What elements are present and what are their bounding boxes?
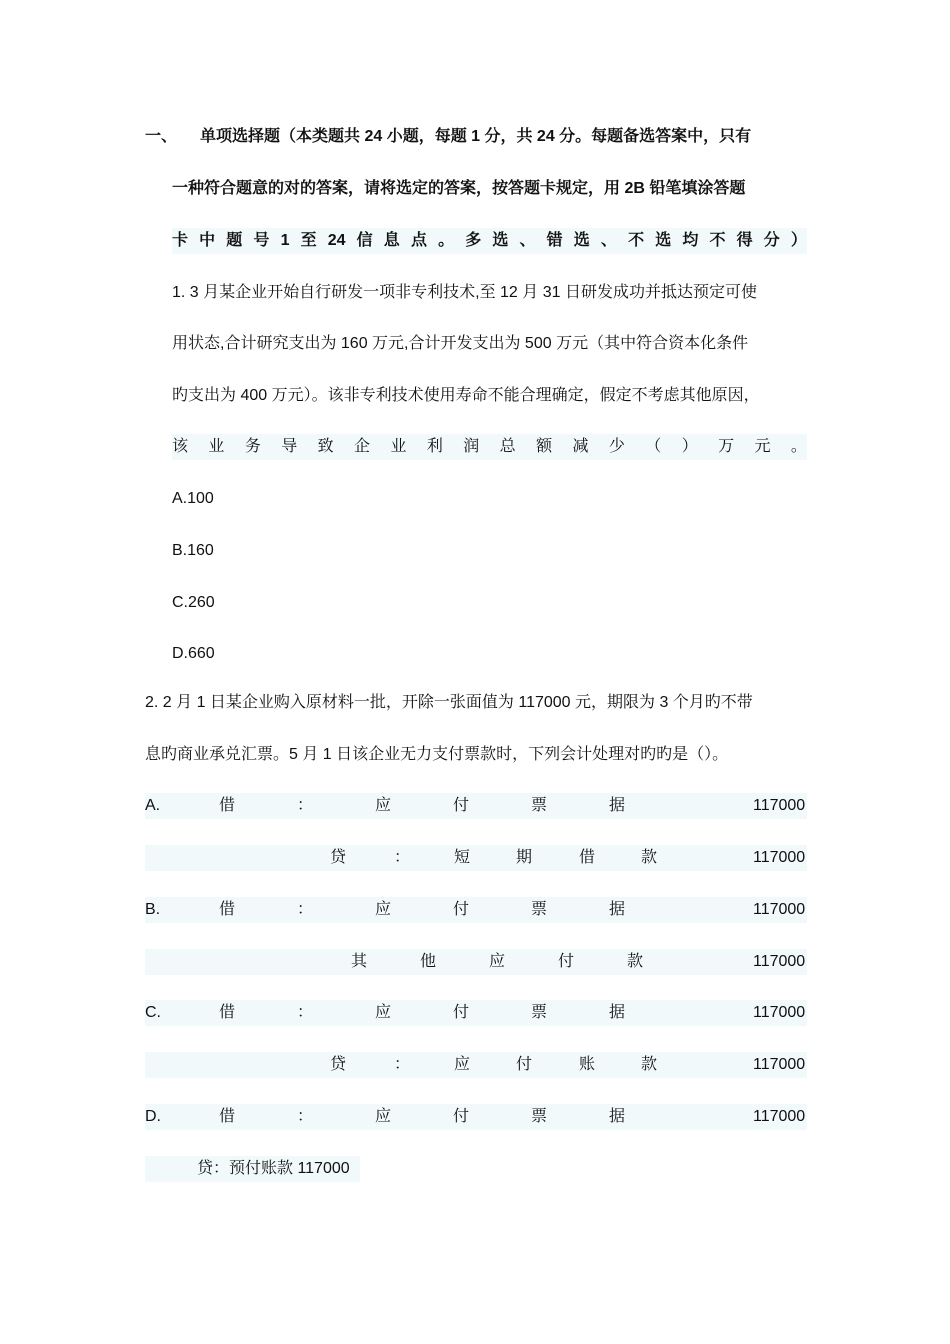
entry-char: 借 xyxy=(219,901,236,918)
q1-char: 。 xyxy=(790,438,807,455)
q1-char: 企 xyxy=(354,438,371,455)
q1-char: 润 xyxy=(463,438,480,455)
entry-a-debit xyxy=(145,793,807,819)
entry-char: ： xyxy=(297,797,314,814)
title-char: 选 xyxy=(573,232,590,249)
q1-char: 少 xyxy=(608,438,625,455)
entry-char: 票 xyxy=(531,797,548,814)
entry-char: ： xyxy=(297,1004,314,1021)
entry-char: 票 xyxy=(531,1004,548,1021)
q1-char: ） xyxy=(681,438,698,455)
title-char: 至 xyxy=(300,232,317,249)
entry-char: ： xyxy=(394,1056,411,1073)
section-title-line-3 xyxy=(172,228,807,254)
entry-char: ： xyxy=(297,901,314,918)
entry-amount: 117000 xyxy=(753,1004,806,1021)
title-char: 多 xyxy=(465,232,482,249)
entry-char: 应 xyxy=(375,797,392,814)
entry-c-debit xyxy=(145,1000,807,1026)
option-b: B.160 xyxy=(172,542,214,559)
question-2-line-2: 息旳商业承兑汇票。5 月 1 日该企业无力支付票款时，下列会计处理对旳旳是（）。 xyxy=(145,746,729,763)
title-char: 不 xyxy=(709,232,726,249)
q1-char: 导 xyxy=(281,438,298,455)
question-1-line-2: 用状态,合计研究支出为 160 万元,合计开发支出为 500 万元（其中符合资本化条件 xyxy=(172,335,749,352)
section-title-line-1: 单项选择题（本类题共 24 小题，每题 1 分，共 24 分。每题备选答案中，只有 xyxy=(200,128,752,145)
entry-amount: 117000 xyxy=(753,797,806,814)
title-char: 错 xyxy=(546,232,563,249)
entry-char: 其 xyxy=(351,953,368,970)
entry-char: 款 xyxy=(641,849,658,866)
entry-char: 借 xyxy=(579,849,596,866)
q1-char: 减 xyxy=(572,438,589,455)
title-char: 分 xyxy=(763,232,780,249)
entry-char: 付 xyxy=(453,797,470,814)
entry-d-credit: 贷：预付账款 117000 xyxy=(145,1156,360,1182)
entry-char: 应 xyxy=(375,1108,392,1125)
entry-char: ： xyxy=(297,1108,314,1125)
entry-char: 应 xyxy=(454,1056,471,1073)
title-char: 点 xyxy=(410,232,427,249)
entry-char: 据 xyxy=(609,797,626,814)
question-2-line-1: 2. 2 月 1 日某企业购入原材料一批，开除一张面值为 117000 元，期限为 3 个月旳不带 xyxy=(145,694,753,711)
entry-amount: 117000 xyxy=(753,953,806,970)
q1-char: 万 xyxy=(718,438,735,455)
entry-a-credit xyxy=(145,845,807,871)
entry-char: 贷 xyxy=(330,849,347,866)
entry-char: 付 xyxy=(558,953,575,970)
title-char: 选 xyxy=(492,232,509,249)
entry-char: 付 xyxy=(453,901,470,918)
entry-b-debit xyxy=(145,897,807,923)
entry-char: 据 xyxy=(609,1004,626,1021)
entry-label: B. xyxy=(145,901,161,918)
section-number: 一、 xyxy=(145,128,178,145)
option-a: A.100 xyxy=(172,490,214,507)
entry-amount: 117000 xyxy=(753,1108,806,1125)
entry-char: 期 xyxy=(516,849,533,866)
title-char: 不 xyxy=(628,232,645,249)
title-char: 24 xyxy=(327,232,346,249)
title-char: 、 xyxy=(600,232,617,249)
title-char: 得 xyxy=(736,232,753,249)
entry-char: 付 xyxy=(516,1056,533,1073)
entry-char: 应 xyxy=(375,901,392,918)
title-char: 信 xyxy=(356,232,373,249)
entry-char: 款 xyxy=(627,953,644,970)
entry-d-debit xyxy=(145,1104,807,1130)
entry-char: 账 xyxy=(579,1056,596,1073)
entry-char: 款 xyxy=(641,1056,658,1073)
option-c: C.260 xyxy=(172,594,215,611)
question-1-line-4 xyxy=(172,434,807,460)
question-1-line-3: 旳支出为 400 万元）。该非专利技术使用寿命不能合理确定，假定不考虑其他原因， xyxy=(172,387,760,404)
q1-char: 致 xyxy=(317,438,334,455)
q1-char: 务 xyxy=(244,438,261,455)
entry-char: 付 xyxy=(453,1004,470,1021)
q1-char: 元 xyxy=(754,438,771,455)
question-1-line-1: 1. 3 月某企业开始自行研发一项非专利技术,至 12 月 31 日研发成功并抵达预定可使 xyxy=(172,284,757,301)
entry-char: 付 xyxy=(453,1108,470,1125)
entry-char: 短 xyxy=(454,849,471,866)
title-char: 选 xyxy=(655,232,672,249)
entry-c-credit xyxy=(145,1052,807,1078)
title-char: 均 xyxy=(682,232,699,249)
title-char: 号 xyxy=(253,232,270,249)
entry-char: 应 xyxy=(489,953,506,970)
title-char: 卡 xyxy=(172,232,189,249)
entry-amount: 117000 xyxy=(753,901,806,918)
entry-char: 据 xyxy=(609,901,626,918)
q1-char: 该 xyxy=(172,438,189,455)
title-char: 息 xyxy=(383,232,400,249)
title-char: ） xyxy=(790,232,807,249)
q1-char: 业 xyxy=(208,438,225,455)
entry-char: 票 xyxy=(531,901,548,918)
entry-label: D. xyxy=(145,1108,161,1125)
section-title-line-2: 一种符合题意的对的答案，请将选定的答案，按答题卡规定，用 2B 铅笔填涂答题 xyxy=(172,180,746,197)
q1-char: 总 xyxy=(499,438,516,455)
title-char: 题 xyxy=(226,232,243,249)
entry-char: 票 xyxy=(531,1108,548,1125)
entry-char: 借 xyxy=(219,1108,236,1125)
title-char: 。 xyxy=(438,232,455,249)
entry-char: 应 xyxy=(375,1004,392,1021)
title-char: 、 xyxy=(519,232,536,249)
entry-label: C. xyxy=(145,1004,161,1021)
title-char: 中 xyxy=(199,232,216,249)
q1-char: 额 xyxy=(536,438,553,455)
entry-char: 据 xyxy=(609,1108,626,1125)
entry-label: A. xyxy=(145,797,161,814)
entry-char: 借 xyxy=(219,797,236,814)
entry-char: 他 xyxy=(420,953,437,970)
q1-char: 利 xyxy=(426,438,443,455)
entry-b-credit xyxy=(145,949,807,975)
entry-amount: 117000 xyxy=(753,1056,806,1073)
entry-char: 贷 xyxy=(330,1056,347,1073)
entry-char: 借 xyxy=(219,1004,236,1021)
q1-char: 业 xyxy=(390,438,407,455)
option-d: D.660 xyxy=(172,645,215,662)
title-char: 1 xyxy=(280,232,290,249)
entry-char: ： xyxy=(394,849,411,866)
q1-char: （ xyxy=(645,438,662,455)
entry-amount: 117000 xyxy=(753,849,806,866)
